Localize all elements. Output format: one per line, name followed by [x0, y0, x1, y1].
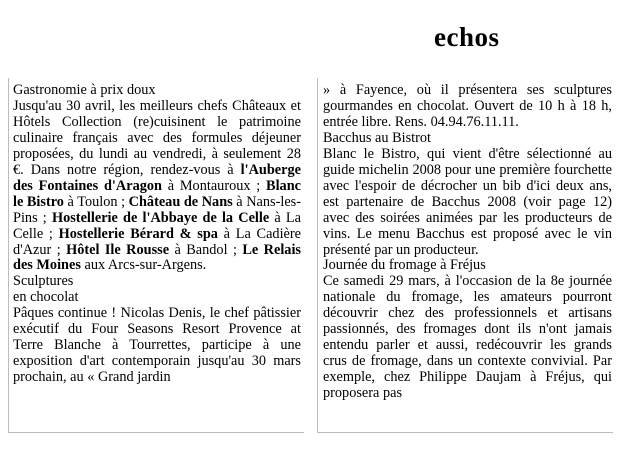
establishment-name: Blanc le Bistro [13, 177, 302, 210]
article-body-fromage: Ce samedi 29 mars, à l'occasion de la 8e journée nationale du fromage, les amateurs pourront découvrir chez des professionnels et artisans passionnés, des fromages dont ils n'ont jamais entendu parler et aussi, redécouvrir les grands crus de fromage, dans un contexte convivial. Par exemple, chez Philippe Daujam à Fréjus, qui proposera pas [323, 273, 612, 402]
article-title-bacchus: Bacchus au Bistrot [323, 129, 432, 146]
column-rule-right [317, 78, 318, 433]
article-body-bacchus: Blanc le Bistro, qui vient d'être sélectionné au guide michelin 2008 pour une première fourchette avec l'espoir de décrocher un bib d'ici deux ans, est partenaire de Bacchus 2008 (voir page 12) avec des soirées animées par les producteurs de vins. Le menu Bacchus est proposé avec le vin présenté par un producteur. [323, 145, 612, 258]
body-text: à La Celle ; [13, 209, 301, 242]
article-title-fromage: Journée du fromage à Fréjus [323, 257, 486, 274]
column-rule-right-bottom [317, 432, 613, 433]
establishment-name: Hôtel Ile Rousse [66, 241, 170, 258]
column-rule-left-bottom [8, 432, 304, 433]
body-text: à Bandol ; [169, 241, 243, 258]
establishment-name: Château de Nans [128, 193, 233, 210]
body-text: à Toulon ; [63, 193, 129, 210]
article-title-sculptures-line2: en chocolat [13, 289, 79, 306]
establishment-name: Hostellerie de l'Abbaye de la Celle [51, 209, 270, 226]
body-text: à La Cadière d'Azur ; [13, 225, 301, 258]
article-body-gastronomie [13, 99, 301, 274]
column-rule-left [8, 78, 9, 433]
article-title-sculptures-line1: Sculptures [13, 273, 74, 290]
body-text: aux Arcs-sur-Argens. [80, 257, 207, 274]
body-text: à Nans-les-Pins ; [13, 193, 301, 226]
establishment-name: l'Auberge des Fontaines d'Aragon [13, 161, 301, 194]
establishment-name: Le Relais des Moines [13, 241, 301, 274]
body-text: Jusqu'au 30 avril, les meilleurs chefs Châteaux et Hôtels Collection (re)cuisinent le patrimoine culinaire français avec des formules déjeuner proposées, du lundi au vendredi, à seulement 28 €. Dans notre région, rendez-vous à [13, 97, 301, 178]
article-body-sculptures-continued: » à Fayence, où il présentera ses sculptures gourmandes en chocolat. Ouvert de 10 h à 18 h, entrée libre. Rens. 04.94.76.11.11. [323, 82, 612, 130]
left-column [13, 83, 301, 386]
article-body-sculptures: Pâques continue ! Nicolas Denis, le chef pâtissier exécutif du Four Seasons Resort Provence at Terre Blanche à Tourrettes, participe à une exposition d'art contemporain jusqu'au 30 mars prochain, au « Grand jardin [13, 305, 301, 386]
section-title: echos [434, 22, 500, 52]
page-header [0, 18, 621, 58]
body-text: à Montauroux ; [161, 177, 267, 194]
article-title-gastronomie: Gastronomie à prix doux [13, 82, 156, 98]
right-column [323, 83, 612, 402]
establishment-name: Hostellerie Bérard & spa [58, 225, 218, 242]
